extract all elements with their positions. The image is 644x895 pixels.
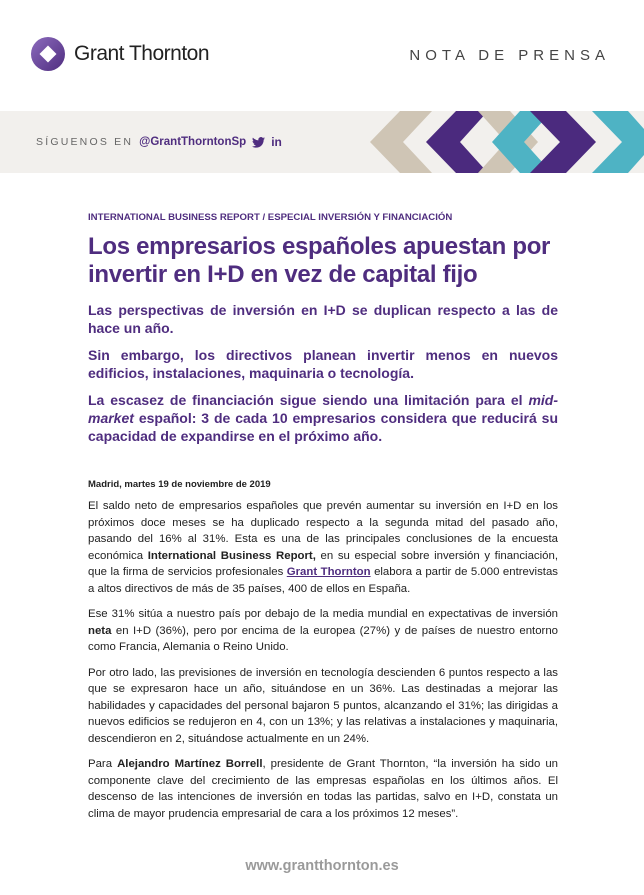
document-type: NOTA DE PRENSA (409, 47, 610, 64)
subheadline-2: Sin embargo, los directivos planean invertir menos en nuevos edificios, instalaciones, maquinaria o tecnología. (88, 347, 558, 381)
subheadline-3 (88, 391, 558, 445)
paragraph-2 (88, 606, 558, 656)
text: elabora a partir de 5.000 entrevistas a altos directivos de más de 35 países, 400 de ellos en España. (88, 566, 558, 595)
text: en I+D (36%), pero por encima de la europea (27%) y de países de nuestro entorno como Francia, Alemania o Reino Unido. (88, 624, 558, 653)
logo-mark-icon (30, 36, 66, 72)
text: , presidente de Grant Thornton, “la inversión ha sido un componente clave del crecimiento de las empresas españolas en los últimos años. El descenso de las intenciones de inversión en todas las partidas, salvo en I+D, constata un clima de mayor prudencia empresarial de cara a los próximos 12 meses”. (88, 758, 558, 820)
grant-thornton-link[interactable]: Grant Thornton (286, 566, 371, 578)
article (88, 212, 558, 831)
text: en su especial sobre inversión y financiación, que la firma de servicios profesionales (88, 549, 558, 578)
bold-text: Alejandro Martínez Borrell (117, 758, 263, 770)
headline: Los empresarios españoles apuestan por invertir en I+D en vez de capital fijo (88, 233, 551, 288)
bold-text: neta (88, 624, 112, 637)
italic-text: mid-market (88, 392, 558, 426)
grant-thornton-logo (30, 36, 209, 72)
paragraph-3: Por otro lado, las previsiones de inversión en tecnología descienden 6 puntos respecto a las que se expresaron hace un año, situándose en un 36%. Las destinadas a mejorar las habilidades y capacidades del personal bajaron 5 puntos, alcanzando el 31%; las dirigidas a nuevos edificios se redujeron en 4, con un 13%; y las relativas a instalaciones y maquinaria, descendieron en 2, situándose actualmente en un 24%. (88, 666, 558, 745)
text: español: 3 de cada 10 empresarios considera que reducirá su capacidad de expandirse en el próximo año. (88, 410, 558, 444)
kicker: INTERNATIONAL BUSINESS REPORT / ESPECIAL INVERSIÓN Y FINANCIACIÓN (88, 212, 453, 223)
text: Para (88, 758, 118, 770)
twitter-icon[interactable] (252, 137, 265, 148)
subheadline-1: Las perspectivas de inversión en I+D se duplican respecto a las de hace un año. (88, 302, 558, 336)
decorative-pattern (370, 111, 644, 173)
bold-text: International Business Report, (147, 549, 316, 562)
twitter-handle-link[interactable]: @GrantThorntonSp (139, 136, 247, 148)
social-banner (0, 111, 644, 173)
text: La escasez de financiación sigue siendo una limitación para el (88, 392, 529, 408)
logo-text: Grant Thornton (74, 42, 210, 65)
follow-us (36, 135, 282, 149)
dateline: Madrid, martes 19 de noviembre de 2019 (88, 479, 271, 490)
footer-url[interactable]: www.grantthornton.es (245, 858, 399, 874)
paragraph-4 (88, 756, 558, 822)
text: El saldo neto de empresarios españoles que prevén aumentar su inversión en I+D en los próximos doce meses se ha duplicado respecto a la segunda mitad del pasado año, pasando del 16% al 31%. Esta es una de las principales conclusiones de la encuesta económica (88, 500, 558, 562)
text: Ese 31% sitúa a nuestro país por debajo de la media mundial en expectativas de inversión (88, 608, 558, 620)
linkedin-icon[interactable]: in (271, 135, 282, 149)
paragraph-1 (88, 498, 558, 597)
follow-label: SÍGUENOS EN (36, 136, 134, 148)
